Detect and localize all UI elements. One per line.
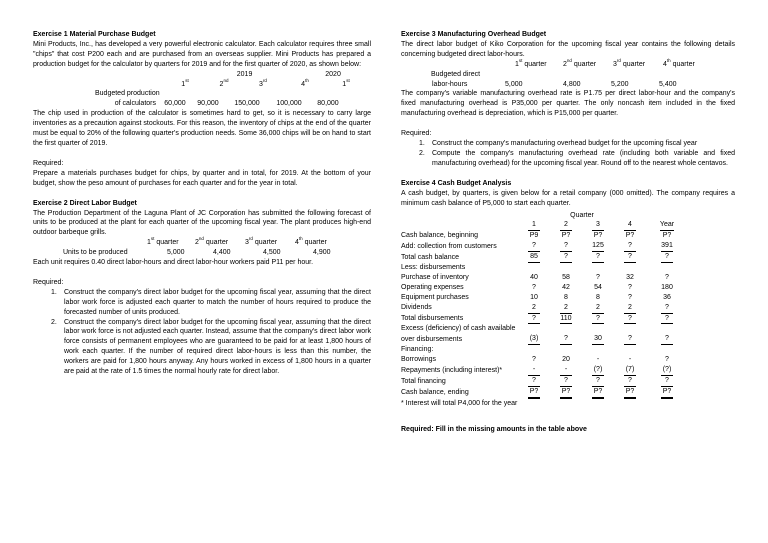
production-values-row: of calculators 60,000 90,000 150,000 100,000 80,000: [114, 100, 339, 108]
table-row: [401, 293, 688, 303]
exercise-4-title: Exercise 4 Cash Budget Analysis: [401, 179, 512, 187]
quarter-header-row: 1st quarter 2nd quarter 3rd quarter 4th quarter: [147, 236, 327, 247]
table-cell: P?: [662, 232, 672, 240]
table-cell: P?: [582, 387, 614, 399]
row-label: Total cash balance: [401, 253, 459, 261]
table-cell: ?: [646, 314, 688, 325]
table-cell: 8: [564, 293, 568, 301]
row-label: Total disbursements: [401, 315, 464, 323]
list-item: 2. Construct the company's direct labor budget for the upcoming fiscal year, assuming that the direct labor work force is not adjusted each quarter. Instead, assume that the company's direct labor work force consists of permanent employees who are guaranteed to be paid for at least 1,800 hours of work each quarter. If the number of required direct labor-hours is less than this number, the workers are paid for 1,800 hours anyway. Any hours worked in excess of 1,800 hours in a quarter are paid at the rate of 1.5 times the normal hourly rate for direct labor.: [51, 318, 371, 376]
table-cell: ?: [550, 252, 582, 263]
table-cell: 110: [550, 314, 582, 325]
hours-row: labor-hours 5,000 4,800 5,200 5,400: [432, 80, 677, 88]
quarter-header-row: 1st quarter 2nd quarter 3rd quarter 4th quarter: [515, 57, 695, 68]
row-label: Less: disbursements: [401, 264, 466, 272]
exercise-1-required-label: Required:: [33, 159, 64, 167]
table-cell: 125: [582, 241, 614, 252]
exercise-2-intro: The Production Department of the Laguna Plant of JC Corporation has submitted the following forecast of units to be produced at the plant for each quarter of the upcoming fiscal year. The plant produces high-end outdoor barbeque grills.: [33, 209, 371, 237]
table-cell: ?: [550, 334, 582, 345]
right-column: [401, 30, 735, 435]
row-label: Repayments (including interest)*: [401, 366, 503, 374]
row-label: Operating expenses: [401, 283, 464, 291]
exercise-1-intro: Mini Products, Inc., has developed a very powerful electronic calculator. Each calculator requires three small "chips" that cost P200 each and are purchased from an overseas supplier. Mini Products has prepared a production budget for the calculator by quarters for 2019 and for the first quarter of 2020, as shown below:: [33, 40, 371, 68]
table-cell: 2: [614, 303, 646, 314]
table-cell: (?): [646, 365, 688, 376]
table-cell: 2: [518, 303, 550, 314]
exercise-2-details: Each unit requires 0.40 direct labor-hours and direct labor-hour workers paid P11 per hour.: [33, 259, 314, 267]
table-cell: 36: [663, 293, 671, 301]
table-cell: [646, 263, 688, 273]
exercise-3-required-list: [401, 139, 735, 169]
table-cell: -: [596, 356, 600, 364]
table-cell: ?: [646, 334, 688, 345]
table-cell: ?: [582, 252, 614, 263]
units-row: Units to be produced 5,000 4,400 4,500 4,900: [63, 249, 331, 257]
table-cell: ?: [614, 334, 646, 345]
table-row: [401, 314, 688, 325]
exercise-2-units-table: [33, 238, 371, 258]
table-row: [401, 283, 688, 293]
exercise-3-title: Exercise 3 Manufacturing Overhead Budget: [401, 31, 547, 38]
table-cell: P?: [625, 232, 635, 240]
table-cell: [614, 263, 646, 273]
exercise-3-hours-table: 1st quarter 2nd quarter 3rd quarter 4th quarter Budgeted direct labor-hours 5,000 4,800 5,200 5,400: [401, 60, 735, 90]
table-cell: ?: [614, 314, 646, 325]
table-cell: [518, 263, 550, 273]
cash-budget-table: Quarter 1 2 3 4 Year Cash balance, beginning P9 P? P? P? P? Add: collection from customers ? ? 125 ? 391 Total cash balance 85 ? ? ? ? Less: disbursements Purchase of inventory 40 58 ? 32 ? Operating expenses ? 42 54 ? 180 Equipment purchases 10 8 8 ? 36 Dividends 2 2 2 2 ? Total disbursements ? 110 ? ? ? Excess (deficiency) of cash available over disbursements (3) ? 30 ? ? Financing: Borrowings ? 20 - - ? Repayments (including interest)* - - (?) (7) (?) Total financing ? ? ? ? ? Cash balance, ending P? P? P? P? P?: [401, 211, 688, 399]
table-row: [401, 334, 688, 345]
table-row: [401, 303, 688, 314]
year-2020: 2020: [325, 70, 341, 78]
row-label: Add: collection from customers: [401, 242, 497, 250]
table-cell: 391: [646, 241, 688, 252]
table-cell: 32: [626, 273, 634, 281]
table-cell: -: [628, 356, 632, 364]
table-cell: (3): [518, 334, 550, 345]
exercise-4-footnote: * Interest will total P4,000 for the year: [401, 399, 518, 407]
row-label: over disbursements: [401, 335, 463, 343]
table-cell: ?: [628, 283, 632, 291]
row-label: Borrowings: [401, 356, 437, 364]
exercise-3-intro: The direct labor budget of Kiko Corporation for the upcoming fiscal year contains the following details concerning budgeted direct labor-hours.: [401, 40, 735, 58]
table-cell: -: [550, 365, 582, 376]
row-label: Dividends: [401, 304, 432, 312]
table-row: [401, 241, 688, 252]
table-cell: 2: [550, 303, 582, 314]
table-cell: ?: [665, 356, 669, 364]
list-item: 2. Compute the company's manufacturing overhead rate (including both variable and fixed manufacturing overhead) for the upcoming fiscal year. Round off to the nearest whole centavos.: [419, 149, 735, 167]
table-cell: ?: [550, 241, 582, 252]
table-cell: P?: [561, 232, 571, 240]
list-item: 1. Construct the company's direct labor budget for the upcoming fiscal year, assuming that the direct labor work force is adjusted each quarter to match the number of hours required to produce the forecasted number of units produced.: [51, 288, 371, 316]
table-cell: ?: [646, 252, 688, 263]
table-cell: ?: [646, 376, 688, 387]
exercise-4-required: Required: Fill in the missing amounts in the table above: [401, 425, 587, 433]
table-cell: P?: [518, 387, 550, 399]
quarter-header: Quarter: [570, 211, 594, 219]
year-2019: 2019: [236, 70, 253, 78]
table-cell: ?: [614, 241, 646, 252]
table-row: [401, 273, 688, 283]
table-cell: 40: [530, 273, 538, 281]
table-cell: 42: [562, 283, 570, 291]
row-label: Budgeted production: [95, 90, 160, 98]
exercise-1-title: Exercise 1 Material Purchase Budget: [33, 31, 156, 38]
table-row: [401, 231, 688, 241]
table-row: [401, 324, 688, 334]
table-cell: [614, 324, 646, 334]
quarter-header-row: 1st 2nd 3rd 4th 1st: [181, 77, 350, 88]
row-label: Total financing: [401, 377, 446, 385]
table-cell: [582, 345, 614, 355]
exercise-1-production-table: [33, 70, 371, 110]
table-cell: [646, 324, 688, 334]
exercise-2-title: Exercise 2 Direct Labor Budget: [33, 199, 137, 207]
table-row: [401, 365, 688, 376]
table-cell: ?: [550, 376, 582, 387]
table-cell: ?: [518, 376, 550, 387]
table-cell: ?: [518, 241, 550, 252]
table-row: [401, 252, 688, 263]
table-cell: P?: [550, 387, 582, 399]
table-cell: ?: [628, 293, 632, 301]
table-cell: 10: [530, 293, 538, 301]
list-item: 1. Construct the company's manufacturing overhead budget for the upcoming fiscal year: [419, 140, 698, 148]
table-cell: ?: [518, 314, 550, 325]
row-label: Purchase of inventory: [401, 273, 469, 281]
exercise-3-required-label: Required:: [401, 130, 432, 138]
table-row: [401, 376, 688, 387]
table-cell: ?: [532, 356, 536, 364]
exercise-3-details: The company's variable manufacturing overhead rate is P1.75 per direct labor-hour and the company's fixed manufacturing overhead is P35,000 per quarter. The only noncash item included in the fixed manufacturing overhead is depreciation, which is P15,000 per quarter.: [401, 90, 735, 118]
exercise-4-intro: A cash budget, by quarters, is given below for a retail company (000 omitted). The company requires a minimum cash balance of P5,000 to start each quarter.: [401, 189, 735, 207]
row-label: Equipment purchases: [401, 293, 469, 301]
row-label: Cash balance, ending: [401, 388, 469, 396]
table-cell: ?: [646, 303, 688, 314]
table-row: [401, 387, 688, 399]
table-cell: 30: [582, 334, 614, 345]
row-label: Cash balance, beginning: [401, 232, 479, 240]
table-cell: P?: [614, 387, 646, 399]
table-cell: [518, 345, 550, 355]
exercise-1-required-text: Prepare a materials purchases budget for chips, by quarter and in total, for 2019. At the bottom of your budget, show the peso amount of purchases for each quarter and for the year in total.: [33, 169, 371, 187]
table-cell: [550, 324, 582, 334]
table-row: [401, 355, 688, 365]
table-cell: P9: [529, 232, 539, 240]
table-cell: 2: [582, 303, 614, 314]
table-cell: ?: [614, 252, 646, 263]
table-cell: [614, 345, 646, 355]
table-cell: [582, 263, 614, 273]
table-cell: [550, 263, 582, 273]
table-row: [401, 345, 688, 355]
table-cell: 8: [596, 293, 600, 301]
left-column: [33, 30, 371, 377]
table-row: [401, 263, 688, 273]
table-cell: ?: [582, 314, 614, 325]
table-cell: 20: [562, 356, 570, 364]
table-cell: P?: [593, 232, 603, 240]
table-cell: [582, 324, 614, 334]
table-cell: ?: [614, 376, 646, 387]
exercise-1-details: The chip used in production of the calculator is sometimes hard to get, so it is necessary to carry large inventories as a precaution against stockouts. For this reason, the inventory of chips at the end of the quarter must be equal to 20% of the following quarter's production needs. Some 36,000 chips will be on hand to start the first quarter of 2019.: [33, 110, 371, 147]
table-cell: [550, 345, 582, 355]
table-cell: ?: [532, 283, 536, 291]
table-cell: (7): [614, 365, 646, 376]
table-cell: [646, 345, 688, 355]
row-label: Excess (deficiency) of cash available: [401, 325, 516, 333]
table-cell: 54: [594, 283, 602, 291]
table-cell: 180: [661, 283, 673, 291]
table-cell: [518, 324, 550, 334]
table-cell: 58: [562, 273, 570, 281]
exercise-2-required-label: Required:: [33, 278, 64, 286]
row-label: Financing:: [401, 346, 434, 354]
table-cell: -: [518, 365, 550, 376]
table-cell: ?: [596, 273, 600, 281]
table-cell: P?: [646, 387, 688, 399]
table-cell: (?): [582, 365, 614, 376]
table-cell: ?: [665, 273, 669, 281]
exercise-2-required-list: [33, 288, 371, 377]
table-cell: 85: [518, 252, 550, 263]
table-cell: ?: [582, 376, 614, 387]
